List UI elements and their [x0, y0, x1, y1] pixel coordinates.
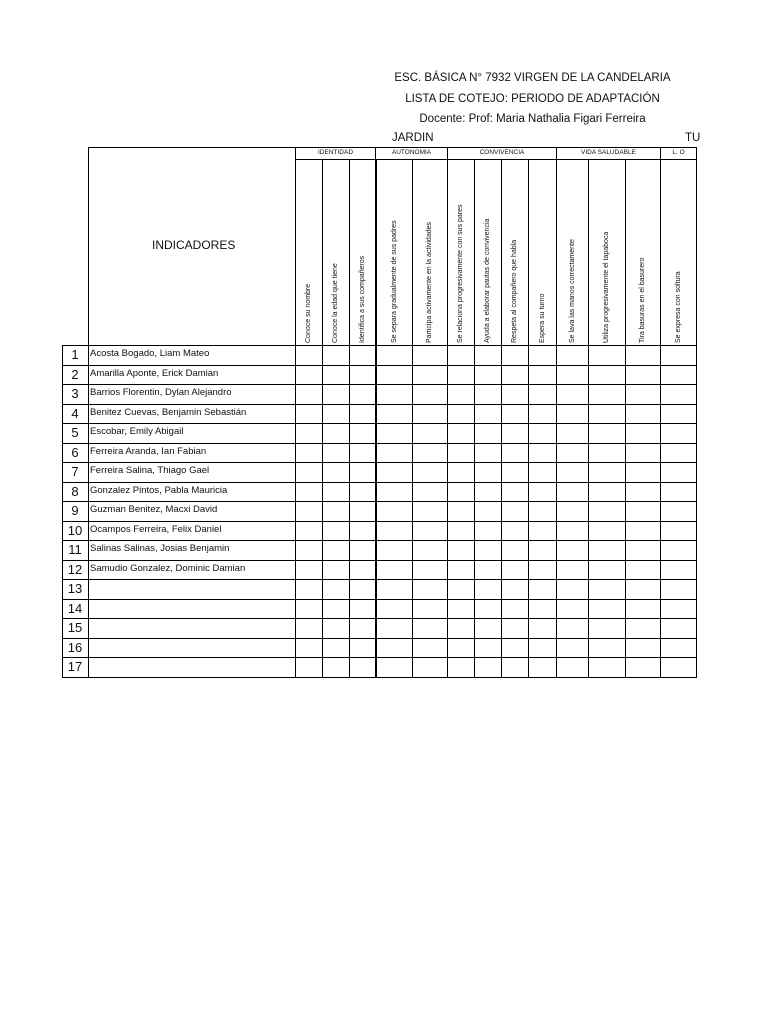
row-number: 12 — [67, 561, 83, 577]
column-border — [474, 159, 475, 678]
school-name: ESC. BÁSICA N° 7932 VIRGEN DE LA CANDELARIA — [394, 72, 671, 84]
indicator-header: Respeta al compañero que habla — [511, 239, 518, 343]
indicator-header: Conoce su nombre — [305, 283, 312, 343]
indicator-header: Conoce la edad que tiene — [332, 263, 339, 343]
student-name: Gonzalez Pintos, Pabla Mauricia — [90, 484, 228, 496]
row-border — [62, 404, 696, 405]
row-number: 11 — [68, 542, 82, 557]
teacher-name: Docente: Prof: Maria Nathalia Figari Ferreira — [419, 113, 646, 125]
indicator-header: Ayuda a elaborar pautas de convivencia — [484, 218, 491, 343]
group-row-border — [295, 159, 696, 160]
row-number: 9 — [71, 503, 79, 518]
row-border — [62, 599, 696, 600]
group-header: AUTONOMIA — [391, 149, 432, 156]
row-border — [62, 579, 696, 580]
row-border — [62, 521, 696, 522]
student-name: Guzman Benitez, Macxi David — [90, 504, 218, 515]
row-border — [62, 501, 696, 502]
indicator-header: Participa activamente en la actividades — [426, 221, 433, 343]
indicator-header: Se relaciona progresivamente con sus pares — [457, 204, 464, 343]
row-border — [62, 384, 696, 385]
row-number: 10 — [67, 522, 83, 538]
row-border — [62, 657, 696, 658]
group-border — [660, 147, 661, 678]
student-name: Benitez Cuevas, Benjamin Sebastián — [90, 406, 247, 418]
student-name: Escobar, Emily Abigail — [90, 426, 184, 437]
indicator-header: Se lava las manos correctamente — [568, 239, 576, 343]
row-number: 15 — [67, 620, 83, 635]
indicators-label: INDICADORES — [152, 238, 236, 252]
group-border — [556, 147, 557, 678]
column-border — [625, 159, 626, 678]
row-border — [62, 638, 696, 639]
row-border — [62, 618, 696, 619]
group-border — [447, 147, 448, 678]
row-number: 14 — [67, 600, 83, 616]
row-border — [62, 462, 696, 463]
shift-label: TU — [685, 132, 701, 144]
student-name: Samudio Gonzalez, Dominic Damian — [90, 562, 246, 574]
row-number: 3 — [71, 386, 79, 401]
group-header: CONVIVENCIA — [479, 149, 525, 156]
group-border — [295, 147, 296, 678]
column-border — [412, 159, 413, 678]
indicator-header: Identifica a sus compañeros — [359, 255, 366, 343]
row-number: 8 — [71, 483, 79, 499]
column-border — [501, 159, 502, 678]
row-number: 6 — [71, 444, 79, 460]
list-title: LISTA DE COTEJO: PERIODO DE ADAPTACIÓN — [405, 93, 660, 105]
row-number: 4 — [71, 405, 79, 421]
indicator-header: Se separa gradualmente de sus padres — [390, 220, 398, 343]
student-name: Ferreira Aranda, Ian Fabian — [90, 445, 207, 457]
student-name: Salinas Salinas, Josias Benjamin — [90, 543, 230, 554]
column-border — [322, 159, 323, 678]
names-left-border — [88, 147, 89, 678]
row-border — [62, 365, 696, 366]
row-number: 17 — [67, 659, 83, 674]
student-name: Acosta Bogado, Liam Mateo — [90, 348, 210, 359]
row-number: 2 — [71, 366, 79, 382]
student-name: Amarilla Aponte, Erick Damian — [90, 367, 219, 379]
row-border — [62, 560, 696, 561]
column-border — [588, 159, 589, 678]
indicator-header: Se expresa con soltura — [674, 271, 682, 343]
level-label: JARDIN — [392, 132, 434, 144]
row-border — [62, 423, 696, 424]
group-header: L. O — [672, 149, 685, 156]
group-header: IDENTIDAD — [317, 149, 354, 156]
group-border — [696, 147, 697, 678]
indicator-header: Tira basuras en el basurero — [639, 257, 646, 343]
group-header: VIDA SALUDABLE — [581, 149, 636, 156]
student-name: Ferreira Salina, Thiago Gael — [90, 465, 210, 476]
row-number: 16 — [67, 639, 83, 655]
indicator-header: Utiliza progresivamente el tapaboca — [603, 231, 610, 343]
column-border — [376, 159, 377, 678]
column-border — [528, 159, 529, 678]
row-number: 5 — [71, 425, 79, 440]
row-border — [62, 482, 696, 483]
indicator-header: Espera su turno — [538, 293, 546, 343]
column-border — [349, 159, 350, 678]
student-name: Ocampos Ferreira, Felix Daniel — [90, 523, 222, 535]
row-number: 13 — [67, 581, 83, 596]
row-border — [62, 540, 696, 541]
row-number: 1 — [71, 347, 79, 362]
row-border — [62, 677, 696, 678]
row-border — [62, 345, 696, 346]
row-number: 7 — [71, 464, 79, 479]
student-name: Barrios Florentin, Dylan Alejandro — [90, 387, 232, 398]
row-border — [62, 443, 696, 444]
